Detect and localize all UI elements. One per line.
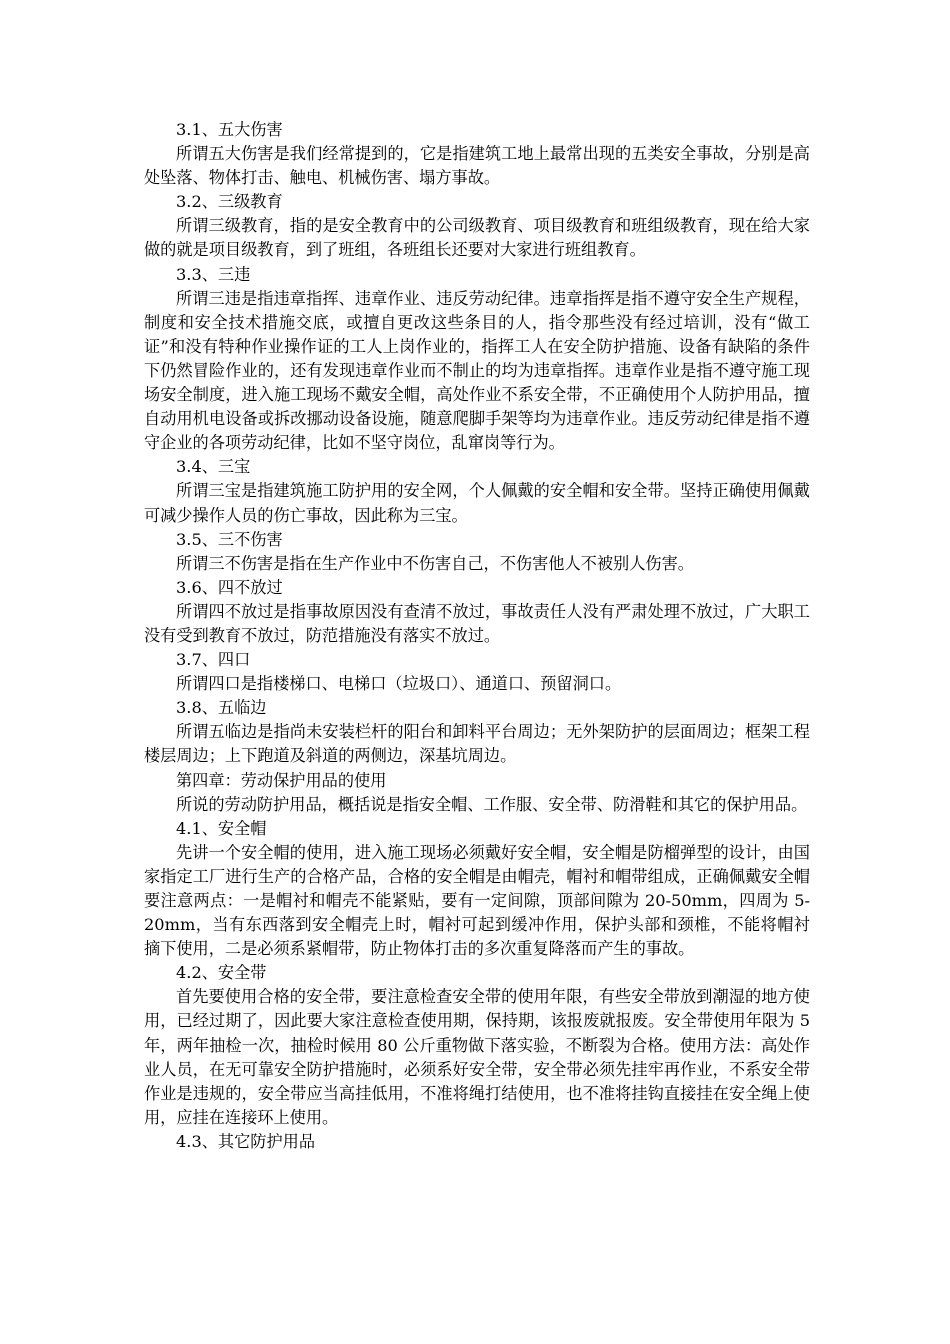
chapter-text-4: 所说的劳动防护用品，概括说是指安全帽、工作服、安全带、防滑鞋和其它的保护用品。 [176, 794, 808, 814]
section-heading-3-1: 3.1、五大伤害 [176, 120, 283, 139]
section-text-4-1: 先讲一个安全帽的使用，进入施工现场必须戴好安全帽，安全帽是防榴弹型的设计，由国家指定工厂进行生产的合格产品，合格的安全帽是由帽壳，帽衬和帽带组成，正确佩戴安全帽要注意两点：一是帽衬和帽壳不能紧贴，要有一定间隙，顶部间隙为 20-50mm，四周为 5-20mm，当有东西落到安全帽壳上时，帽衬可起到缓冲作用，保护头部和颈椎，不能将帽衬摘下使用，二是必须系紧帽带，防止物体打击的多次重复降落而产生的事故。 [144, 842, 810, 959]
document-body [144, 118, 810, 1154]
section-heading-4-3: 4.3、其它防护用品 [176, 1131, 316, 1151]
section-text-3-6: 所谓四不放过是指事故原因没有查清不放过，事故责任人没有严肃处理不放过，广大职工没有受到教育不放过，防范措施没有落实不放过。 [144, 601, 810, 645]
section-text-3-1: 所谓五大伤害是我们经常提到的，它是指建筑工地上最常出现的五类安全事故，分别是高处坠落、物体打击、触电、机械伤害、塌方事故。 [144, 144, 810, 188]
section-text-3-5: 所谓三不伤害是指在生产作业中不伤害自己，不伤害他人不被别人伤害。 [176, 553, 694, 573]
section-heading-3-7: 3.7、四口 [176, 650, 251, 670]
section-heading-3-4: 3.4、三宝 [176, 457, 251, 477]
section-text-3-8: 所谓五临边是指尚未安装栏杆的阳台和卸料平台周边；无外架防护的层面周边；框架工程楼层周边；上下跑道及斜道的两侧边，深基坑周边。 [144, 722, 810, 766]
section-text-3-3: 所谓三违是指违章指挥、违章作业、违反劳动纪律。违章指挥是指不遵守安全生产规程，制度和安全技术措施交底，或擅自更改这些条目的人，指令那些没有经过培训，没有“做工证”和没有特种作业操作证的工人上岗作业的，指挥工人在安全防护措施、设备有缺陷的条件下仍然冒险作业的，还有发现违章作业而不制止的均为违章指挥。违章作业是指不遵守施工现场安全制度，进入施工现场不戴安全帽，高处作业不系安全带，不正确使用个人防护用品，擅自动用机电设备或拆改挪动设备设施，随意爬脚手架等均为违章作业。违反劳动纪律是指不遵守企业的各项劳动纪律，比如不坚守岗位，乱窜岗等行为。 [144, 288, 810, 453]
section-heading-4-2: 4.2、安全带 [176, 963, 267, 983]
section-text-3-2: 所谓三级教育，指的是安全教育中的公司级教育、项目级教育和班组级教育，现在给大家做的就是项目级教育，到了班组，各班组长还要对大家进行班组教育。 [144, 216, 810, 260]
section-heading-4-1: 4.1、安全帽 [176, 818, 267, 838]
section-text-3-4: 所谓三宝是指建筑施工防护用的安全网，个人佩戴的安全帽和安全带。坚持正确使用佩戴可减少操作人员的伤亡事故，因此称为三宝。 [144, 481, 810, 525]
section-heading-3-2: 3.2、三级教育 [176, 192, 283, 212]
section-heading-3-5: 3.5、三不伤害 [176, 529, 283, 549]
section-text-3-7: 所谓四口是指楼梯口、电梯口（垃圾口）、通道口、预留洞口。 [176, 674, 622, 694]
section-text-4-2: 首先要使用合格的安全带，要注意检查安全带的使用年限，有些安全带放到潮湿的地方使用，已经过期了，因此要大家注意检查使用期，保持期，该报废就报废。安全带使用年限为 5 年，两年抽检一次，抽检时候用 80 公斤重物做下落实验，不断裂为合格。使用方法：高处作业人员，在无可靠安全防护措施时，必须系好安全带，安全带必须先挂牢再作业，不系安全带作业是违规的，安全带应当高挂低用，不准将绳打结使用，也不准将挂钩直接挂在安全绳上使用，应挂在连接环上使用。 [144, 987, 810, 1127]
section-heading-3-6: 3.6、四不放过 [176, 577, 283, 597]
section-heading-3-3: 3.3、三违 [176, 264, 251, 284]
chapter-heading-4: 第四章：劳动保护用品的使用 [176, 770, 387, 790]
section-heading-3-8: 3.8、五临边 [176, 698, 267, 718]
